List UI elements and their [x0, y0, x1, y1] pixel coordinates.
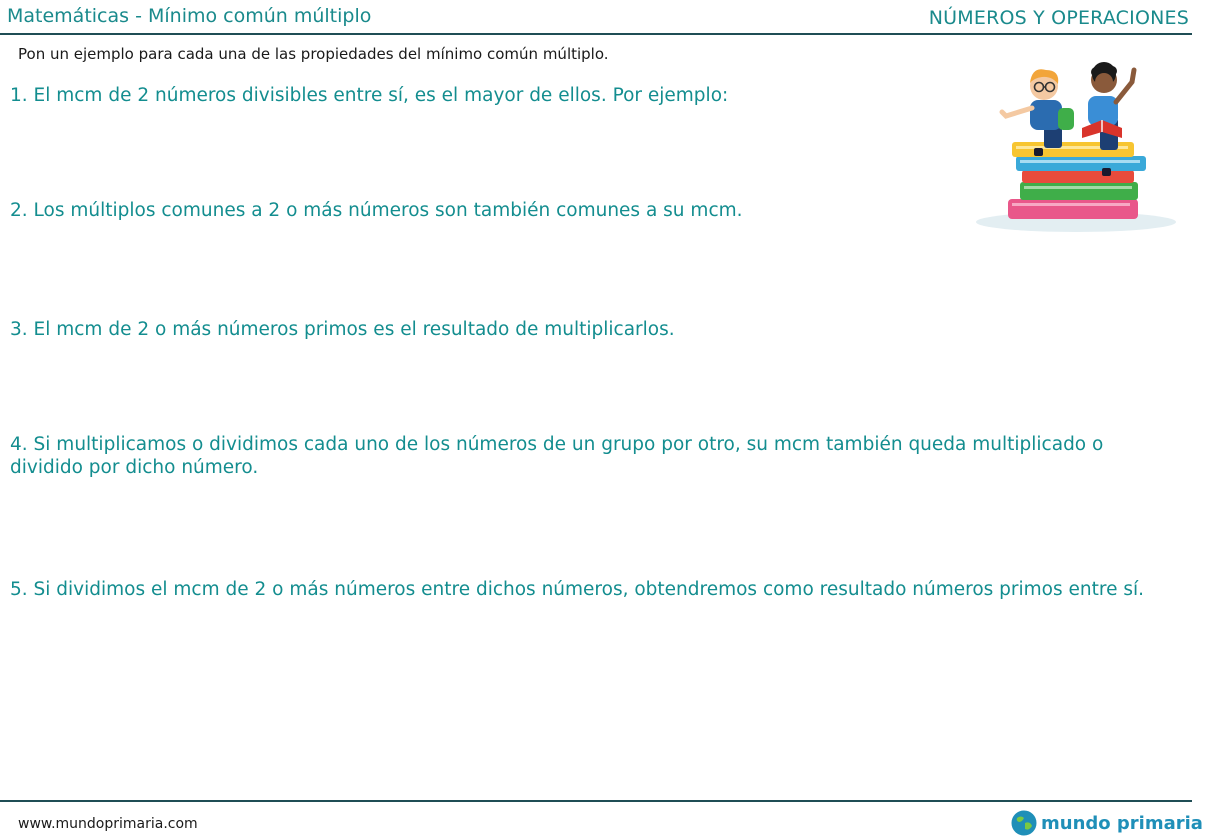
brand-logo: [1010, 808, 1203, 838]
globe-icon: [1010, 809, 1038, 837]
footer-url: www.mundoprimaria.com: [18, 816, 198, 832]
page-title: Matemáticas - Mínimo común múltiplo: [7, 5, 372, 27]
property-item-1: 1. El mcm de 2 números divisibles entre sí, es el mayor de ellos. Por ejemplo:: [10, 85, 729, 106]
header-divider: [0, 33, 1192, 35]
footer-divider: [0, 800, 1192, 802]
property-item-2: 2. Los múltiplos comunes a 2 o más números son también comunes a su mcm.: [10, 200, 743, 221]
category-label: NÚMEROS Y OPERACIONES: [928, 7, 1189, 29]
brand-name: mundo primaria: [1041, 812, 1203, 834]
property-item-5: 5. Si dividimos el mcm de 2 o más números entre dichos números, obtendremos como resultado números primos entre sí.: [10, 579, 1144, 600]
property-item-3: 3. El mcm de 2 o más números primos es el resultado de multiplicarlos.: [10, 319, 675, 340]
kids-on-books-illustration: [972, 58, 1180, 238]
instruction-text: Pon un ejemplo para cada una de las propiedades del mínimo común múltiplo.: [18, 45, 609, 63]
property-item-4: 4. Si multiplicamos o dividimos cada uno de los números de un grupo por otro, su mcm también queda multiplicado o dividido por dicho número.: [10, 434, 1104, 478]
